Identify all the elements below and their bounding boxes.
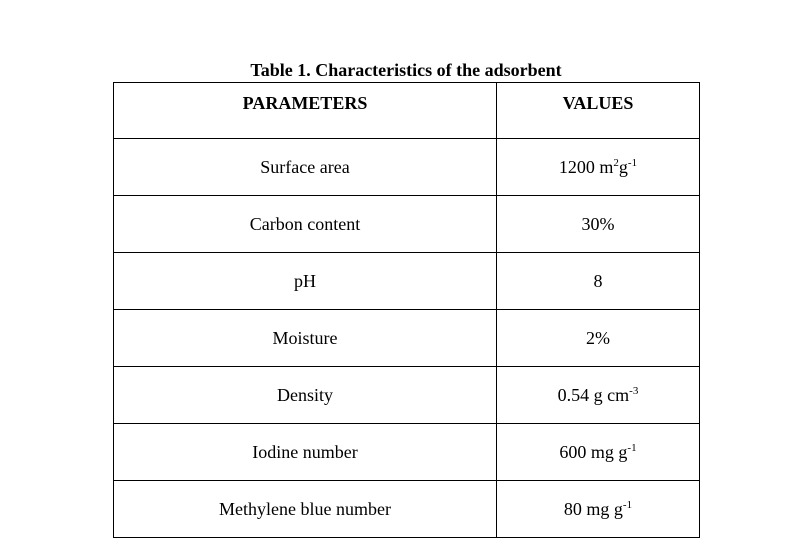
value-cell: 30% [497,196,700,253]
value-cell [497,424,700,481]
adsorbent-characteristics-table [113,82,700,538]
value-cell: 2% [497,310,700,367]
value-text: 80 mg g [563,498,623,519]
parameter-cell: Iodine number [114,424,497,481]
value-cell [497,367,700,424]
value-cell: 8 [497,253,700,310]
parameter-cell: Moisture [114,310,497,367]
value-text: g [618,156,628,177]
parameter-cell: pH [114,253,497,310]
table-header-row [114,83,700,139]
parameter-cell: Carbon content [114,196,497,253]
parameter-cell: Surface area [114,139,497,196]
table-row [114,367,700,424]
value-text: 600 mg g [559,441,628,462]
parameter-cell: Density [114,367,497,424]
table-row [114,424,700,481]
table-row [114,481,700,538]
table-row [114,310,700,367]
value-superscript: -3 [629,384,639,397]
parameter-cell: Methylene blue number [114,481,497,538]
value-cell [497,139,700,196]
value-superscript: -1 [622,498,633,511]
value-text: 1200 m [558,156,614,177]
table-row [114,253,700,310]
table-row [114,196,700,253]
value-superscript: -1 [627,441,637,454]
column-header-parameters: PARAMETERS [114,83,497,139]
value-superscript: -1 [627,156,638,169]
table-caption: Table 1. Characteristics of the adsorbent [250,60,562,80]
table-row [114,139,700,196]
value-superscript: 2 [613,156,619,169]
value-cell [497,481,700,538]
column-header-values: VALUES [497,83,700,139]
value-text: 0.54 g cm [557,384,630,405]
